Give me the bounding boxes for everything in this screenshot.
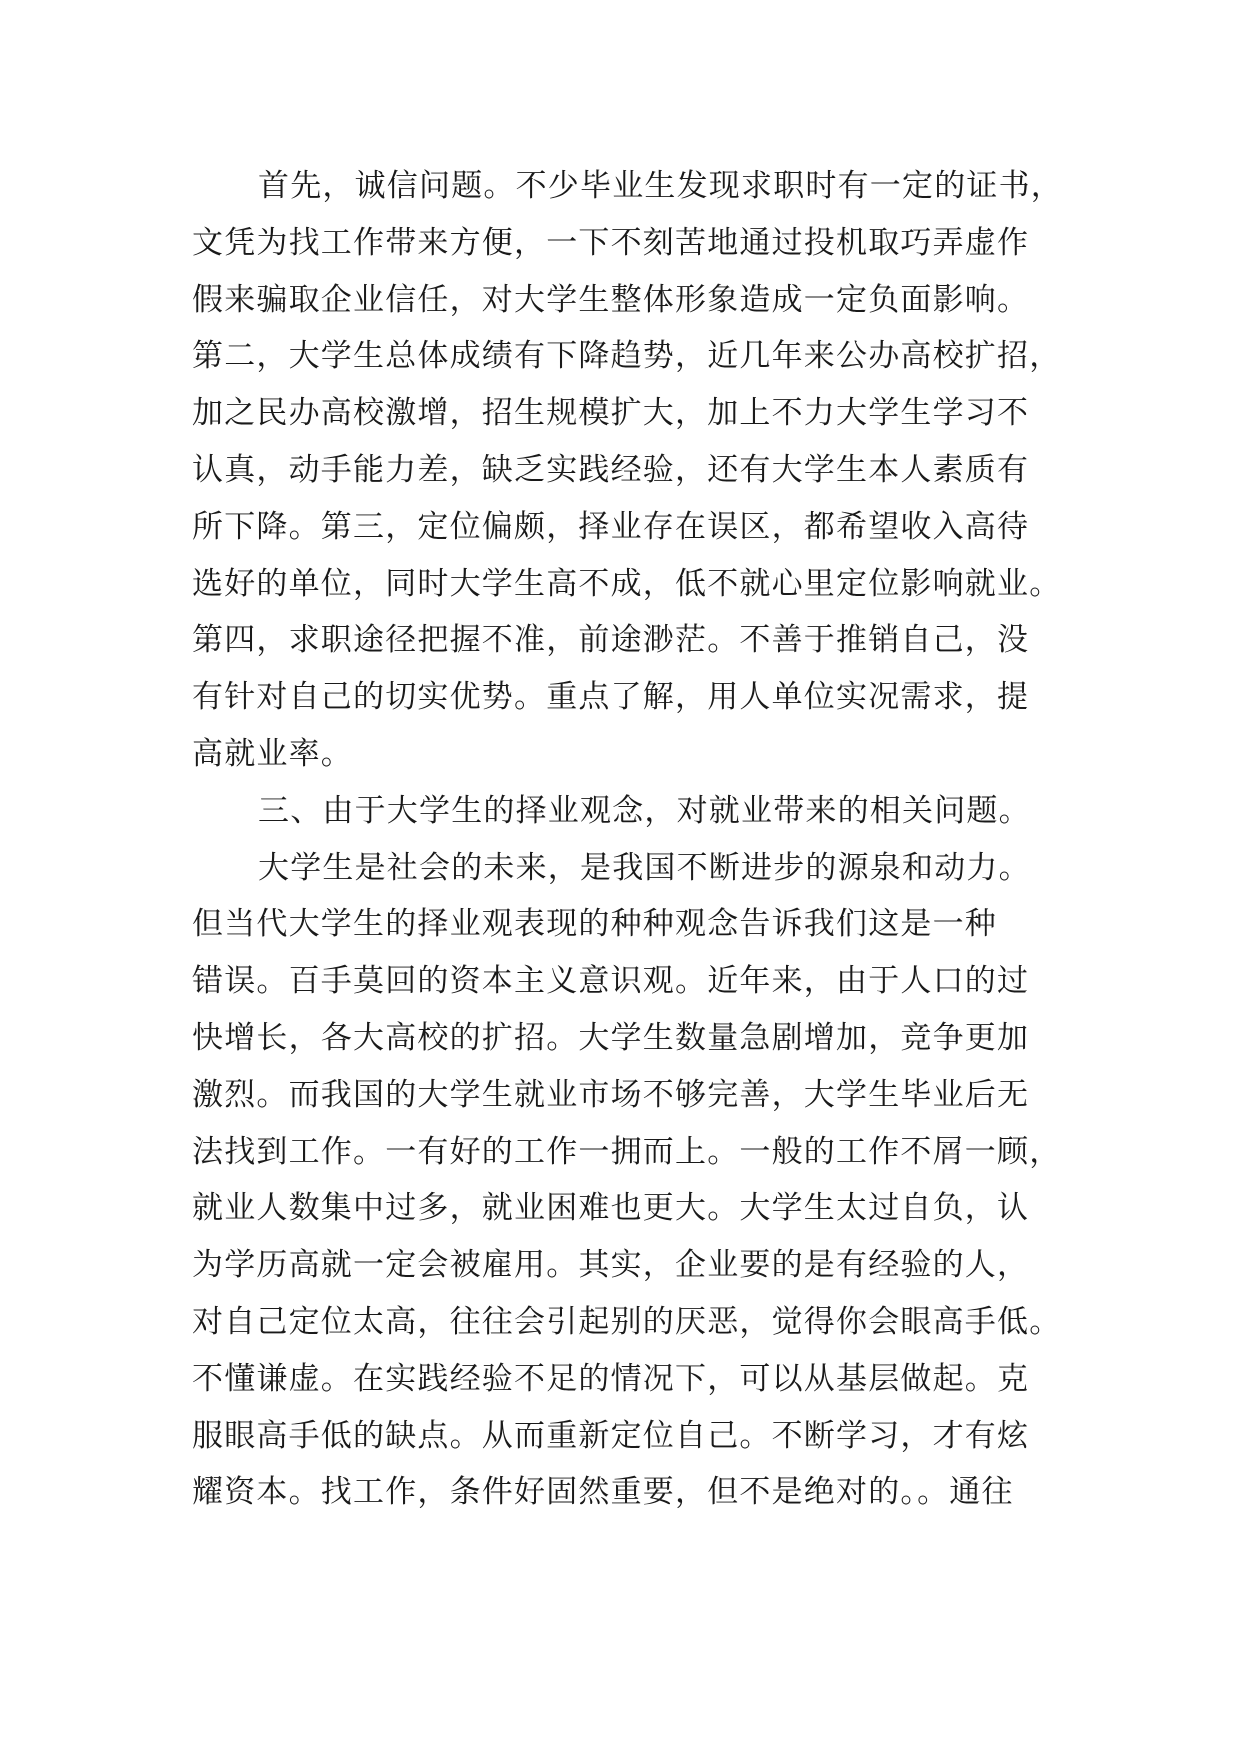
text-line: 激烈。而我国的大学生就业市场不够完善，大学生毕业后无 (192, 1076, 1030, 1113)
text-line: 不懂谦虚。在实践经验不足的情况下，可以从基层做起。克 (192, 1360, 1030, 1397)
section-heading: 三、由于大学生的择业观念，对就业带来的相关问题。 (258, 792, 1031, 829)
text-line: 耀资本。找工作，条件好固然重要，但不是绝对的。。通往 (192, 1474, 1014, 1511)
text-line: 加之民办高校激增，招生规模扩大，加上不力大学生学习不 (192, 395, 1030, 432)
text-line: 快增长，各大高校的扩招。大学生数量急剧增加，竞争更加 (192, 1019, 1030, 1056)
text-line: 就业人数集中过多，就业困难也更大。大学生太过自负，认 (192, 1190, 1030, 1227)
text-line: 选好的单位，同时大学生高不成，低不就心里定位影响就业。 (192, 565, 1062, 602)
text-line: 假来骗取企业信任，对大学生整体形象造成一定负面影响。 (192, 281, 1030, 318)
text-line: 大学生是社会的未来，是我国不断进步的源泉和动力。 (258, 849, 1031, 886)
body-text (192, 158, 1072, 1521)
text-line: 认真，动手能力差，缺乏实践经验，还有大学生本人素质有 (192, 451, 1030, 488)
text-line: 错误。百手莫回的资本主义意识观。近年来，由于人口的过 (192, 963, 1030, 1000)
text-line: 所下降。第三，定位偏颇，择业存在误区，都希望收入高待 (192, 508, 1030, 545)
text-line: 为学历高就一定会被雇用。其实，企业要的是有经验的人， (192, 1247, 1030, 1284)
text-line: 法找到工作。一有好的工作一拥而上。一般的工作不屑一顾， (192, 1133, 1062, 1170)
text-line: 有针对自己的切实优势。重点了解，用人单位实况需求，提 (192, 679, 1030, 716)
text-line: 但当代大学生的择业观表现的种种观念告诉我们这是一种 (192, 906, 997, 943)
text-line: 第二，大学生总体成绩有下降趋势，近几年来公办高校扩招， (192, 338, 1062, 375)
text-line: 首先，诚信问题。不少毕业生发现求职时有一定的证书， (258, 168, 1063, 204)
text-line: 对自己定位太高，往往会引起别的厌恶，觉得你会眼高手低。 (192, 1303, 1062, 1340)
text-line: 服眼高手低的缺点。从而重新定位自己。不断学习，才有炫 (192, 1417, 1030, 1454)
text-line: 文凭为找工作带来方便，一下不刻苦地通过投机取巧弄虚作 (192, 224, 1030, 261)
text-line: 第四，求职途径把握不准，前途渺茫。不善于推销自己，没 (192, 622, 1030, 659)
text-line: 高就业率。 (192, 735, 353, 772)
